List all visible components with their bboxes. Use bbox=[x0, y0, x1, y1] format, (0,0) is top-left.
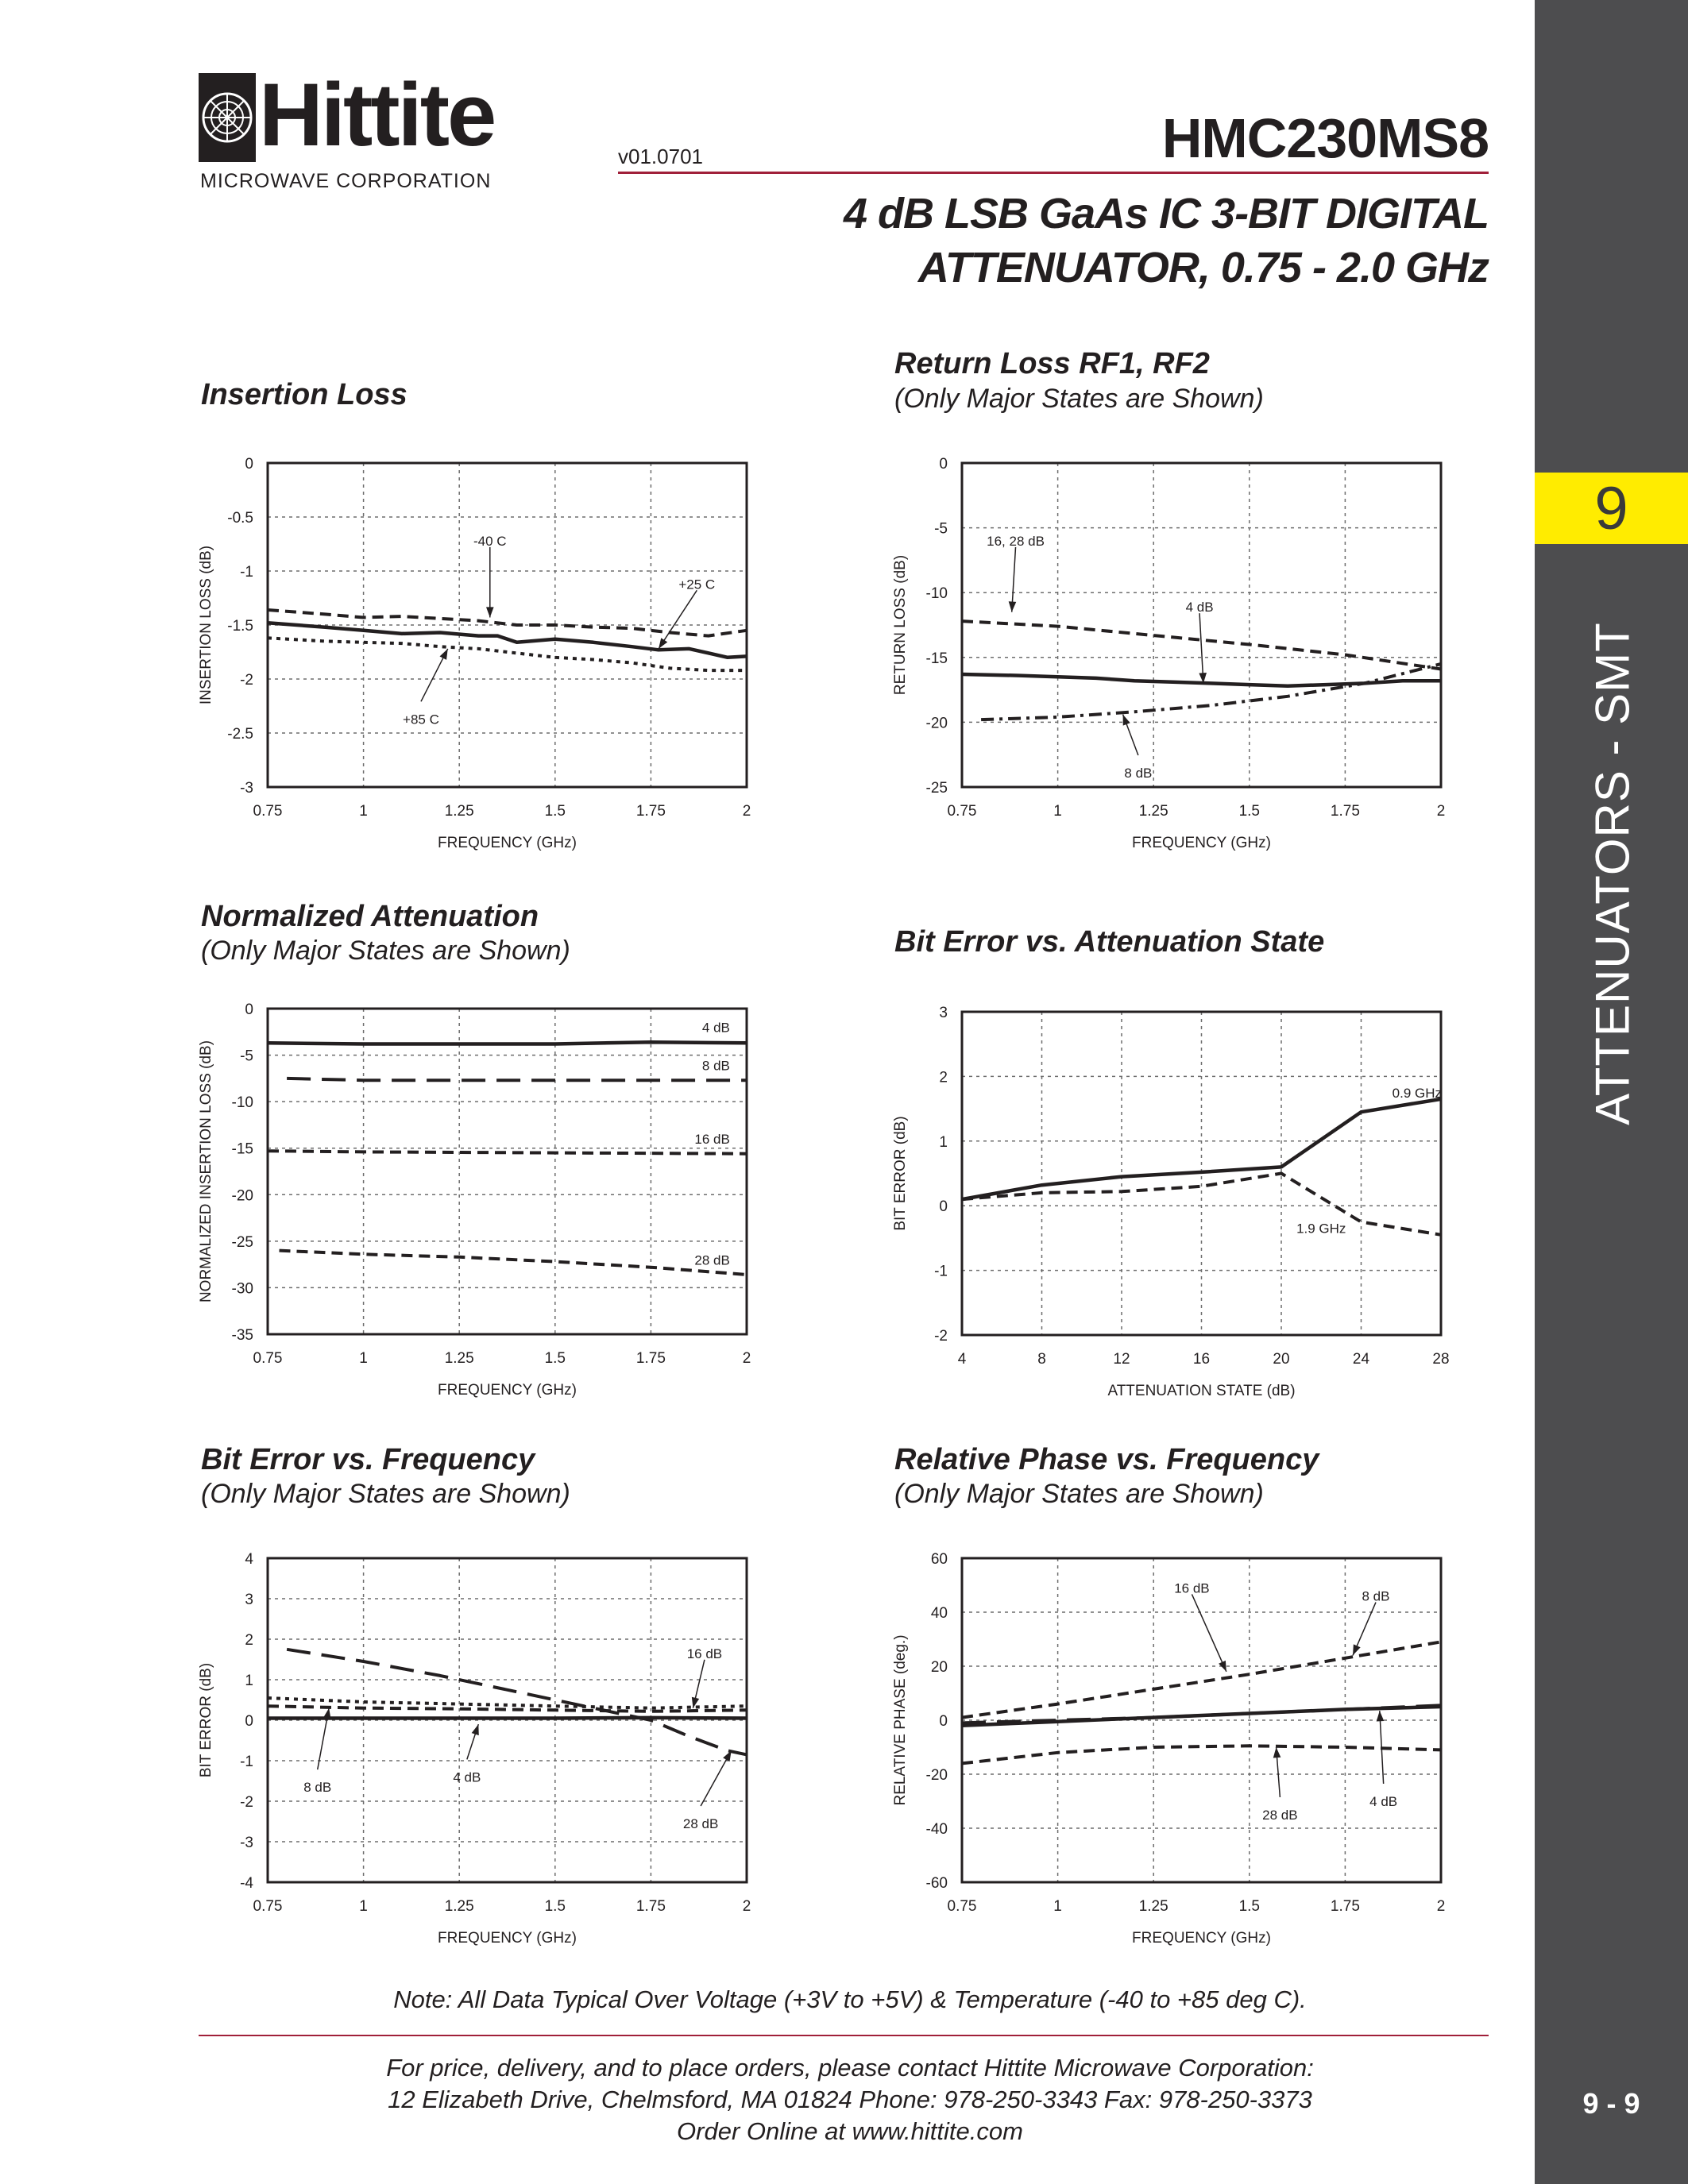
section-label: ATTENUATORS - SMT bbox=[1586, 622, 1640, 1125]
page-number: 9 - 9 bbox=[1582, 2087, 1640, 2120]
y-tick-label: 20 bbox=[930, 1659, 948, 1676]
bit-error-state-title: Bit Error vs. Attenuation State bbox=[894, 925, 1325, 959]
logo-name: Hittite bbox=[259, 65, 495, 164]
grid bbox=[268, 1558, 747, 1882]
annotation-8-db: 8 dB bbox=[1362, 1588, 1390, 1604]
x-tick-label: 2 bbox=[1436, 1898, 1446, 1915]
arrow-head bbox=[1009, 601, 1017, 612]
grid bbox=[268, 1009, 747, 1334]
y-tick-label: 0 bbox=[939, 456, 948, 473]
x-tick-label: 2 bbox=[742, 1350, 751, 1367]
y-tick-label: 0 bbox=[939, 1198, 948, 1216]
normalized-attenuation-chart bbox=[183, 993, 786, 1414]
x-tick-label: 16 bbox=[1192, 1351, 1211, 1368]
annotation-arrow bbox=[701, 1750, 732, 1806]
arrow-head bbox=[472, 1724, 479, 1735]
y-tick-label: -1 bbox=[934, 1263, 948, 1280]
y-tick-label: -3 bbox=[240, 1835, 253, 1851]
annotation-arrow bbox=[1009, 547, 1017, 612]
x-tick-label: 20 bbox=[1273, 1351, 1290, 1368]
x-axis-label: FREQUENCY (GHz) bbox=[438, 1382, 577, 1399]
annotation-4-db: 4 dB bbox=[453, 1769, 481, 1785]
annotation-8-db: 8 dB bbox=[701, 1058, 730, 1074]
x-tick-label: 2 bbox=[742, 803, 751, 820]
y-tick-label: 0 bbox=[939, 1713, 948, 1730]
note: Note: All Data Typical Over Voltage (+3V to +5V) & Temperature (-40 to +85 deg C). bbox=[393, 1985, 1307, 2013]
x-tick-label: 1.5 bbox=[544, 1898, 566, 1915]
arrow-shaft bbox=[659, 590, 697, 649]
annotation-arrow bbox=[1199, 613, 1207, 683]
y-axis-label: NORMALIZED INSERTION LOSS (dB) bbox=[198, 1040, 214, 1303]
x-tick-label: 1.25 bbox=[444, 1898, 474, 1915]
x-tick-label: 0.75 bbox=[947, 1898, 977, 1915]
arrow-head bbox=[323, 1708, 330, 1719]
y-tick-label: -20 bbox=[925, 715, 948, 732]
annotation-arrow bbox=[1273, 1747, 1281, 1797]
series-16-db-line bbox=[962, 1642, 1441, 1717]
x-tick-label: 0.75 bbox=[253, 1898, 283, 1915]
y-tick-label: 3 bbox=[245, 1592, 253, 1608]
annotation-arrow bbox=[467, 1724, 479, 1759]
x-tick-label: 1 bbox=[1053, 1898, 1062, 1915]
series-85-c-line bbox=[268, 638, 747, 670]
y-tick-label: 2 bbox=[245, 1632, 253, 1649]
x-tick-label: 1.25 bbox=[444, 1350, 474, 1367]
section-number-box bbox=[1535, 473, 1688, 544]
part-number: HMC230MS8 bbox=[1161, 107, 1489, 169]
arrow-head bbox=[659, 638, 667, 649]
y-tick-label: 2 bbox=[939, 1069, 948, 1086]
series-28-db-line bbox=[280, 1251, 747, 1275]
arrow-shaft bbox=[1192, 1594, 1226, 1671]
x-tick-label: 0.75 bbox=[253, 1350, 283, 1367]
y-tick-label: -15 bbox=[231, 1140, 253, 1158]
y-tick-label: 4 bbox=[245, 1551, 253, 1568]
y-tick-label: -5 bbox=[934, 520, 948, 538]
relative-phase-chart bbox=[878, 1541, 1481, 1962]
relative-phase-subtitle: (Only Major States are Shown) bbox=[894, 1479, 1264, 1509]
y-tick-label: 0 bbox=[245, 456, 253, 473]
x-axis-label: FREQUENCY (GHz) bbox=[1132, 1930, 1271, 1947]
y-tick-label: -35 bbox=[231, 1327, 253, 1344]
series-16-db-line bbox=[268, 1151, 747, 1154]
y-tick-label: -60 bbox=[925, 1875, 948, 1892]
x-tick-label: 1.25 bbox=[444, 803, 474, 820]
y-tick-label: 1 bbox=[245, 1673, 253, 1689]
y-axis-label: RETURN LOSS (dB) bbox=[892, 554, 909, 696]
x-tick-label: 1.25 bbox=[1138, 1898, 1168, 1915]
y-tick-label: -2.5 bbox=[227, 726, 253, 743]
x-tick-label: 1.5 bbox=[544, 803, 566, 820]
x-tick-label: 4 bbox=[957, 1351, 967, 1368]
normalized-attenuation-subtitle: (Only Major States are Shown) bbox=[201, 936, 570, 966]
annotation-arrow bbox=[1123, 715, 1138, 755]
series-4-db-line bbox=[268, 1042, 747, 1044]
series-28-db-line bbox=[962, 1746, 1441, 1763]
y-tick-label: -4 bbox=[240, 1875, 253, 1892]
x-tick-label: 1.75 bbox=[635, 803, 666, 820]
x-tick-label: 1.75 bbox=[1330, 803, 1360, 820]
insertion-loss-title: Insertion Loss bbox=[201, 378, 408, 411]
bit-error-state-chart bbox=[878, 993, 1481, 1414]
annotation-8-db: 8 dB bbox=[303, 1780, 332, 1796]
arrow-head bbox=[1377, 1711, 1385, 1721]
y-tick-label: 0 bbox=[245, 1001, 253, 1018]
y-tick-label: -10 bbox=[925, 585, 948, 603]
footer-rule bbox=[199, 2035, 1489, 2036]
y-tick-label: -10 bbox=[231, 1094, 253, 1112]
insertion-loss-chart bbox=[183, 445, 786, 866]
annotation-arrow bbox=[1353, 1603, 1376, 1656]
x-tick-label: 2 bbox=[1436, 803, 1446, 820]
plot-frame bbox=[268, 1009, 747, 1334]
x-tick-label: 12 bbox=[1113, 1351, 1130, 1368]
y-tick-label: 60 bbox=[930, 1551, 948, 1568]
x-axis-label: ATTENUATION STATE (dB) bbox=[1107, 1383, 1296, 1399]
header-rule bbox=[618, 172, 1489, 174]
title-line-2: ATTENUATOR, 0.75 - 2.0 GHz bbox=[917, 244, 1489, 291]
x-tick-label: 2 bbox=[742, 1898, 751, 1915]
footer-line-1: For price, delivery, and to place orders, please contact Hittite Microwave Corporation: bbox=[386, 2054, 1314, 2082]
x-tick-label: 0.75 bbox=[253, 803, 283, 820]
y-tick-label: -1.5 bbox=[227, 618, 253, 635]
annotation-16-db: 16 dB bbox=[694, 1132, 730, 1147]
annotation-85-c: +85 C bbox=[403, 712, 439, 727]
x-tick-label: 24 bbox=[1352, 1351, 1370, 1368]
y-tick-label: 40 bbox=[930, 1605, 948, 1622]
x-tick-label: 1 bbox=[1053, 803, 1062, 820]
y-axis-label: BIT ERROR (dB) bbox=[198, 1662, 214, 1778]
version: v01.0701 bbox=[618, 145, 703, 168]
x-tick-label: 1.5 bbox=[1238, 1898, 1261, 1915]
x-tick-label: 28 bbox=[1432, 1351, 1450, 1368]
y-tick-label: 0 bbox=[245, 1713, 253, 1730]
arrow-head bbox=[1123, 715, 1130, 726]
y-tick-label: -15 bbox=[925, 650, 948, 667]
arrow-head bbox=[1273, 1747, 1281, 1758]
arrow-head bbox=[723, 1750, 732, 1761]
x-tick-label: 8 bbox=[1037, 1351, 1046, 1368]
bit-error-freq-subtitle: (Only Major States are Shown) bbox=[201, 1479, 570, 1509]
y-tick-label: -2 bbox=[240, 672, 253, 689]
footer-line-2: 12 Elizabeth Drive, Chelmsford, MA 01824 Phone: 978-250-3343 Fax: 978-250-3373 bbox=[388, 2086, 1312, 2113]
annotation-28-db: 28 dB bbox=[694, 1252, 730, 1268]
x-tick-label: 1.25 bbox=[1138, 803, 1168, 820]
annotation-4-db: 4 dB bbox=[1185, 600, 1214, 615]
title-line-1: 4 dB LSB GaAs IC 3-BIT DIGITAL bbox=[843, 190, 1489, 237]
x-tick-label: 1 bbox=[359, 1350, 368, 1367]
arrow-head bbox=[1353, 1644, 1361, 1655]
y-tick-label: -25 bbox=[231, 1233, 253, 1251]
y-tick-label: -5 bbox=[240, 1048, 253, 1065]
y-tick-label: -20 bbox=[231, 1187, 253, 1205]
y-axis-label: BIT ERROR (dB) bbox=[892, 1116, 909, 1231]
x-tick-label: 0.75 bbox=[947, 803, 977, 820]
y-axis-label: INSERTION LOSS (dB) bbox=[198, 545, 214, 705]
y-tick-label: -40 bbox=[925, 1821, 948, 1838]
series-4-db-line bbox=[268, 1718, 747, 1719]
annotation-25-c: +25 C bbox=[678, 577, 716, 592]
annotation-16-db: 16 dB bbox=[1174, 1580, 1210, 1596]
annotation-40-c: -40 C bbox=[473, 533, 507, 549]
y-tick-label: 3 bbox=[939, 1005, 948, 1021]
annotation-28-db: 28 dB bbox=[682, 1816, 719, 1832]
series-1-9-ghz-line bbox=[962, 1174, 1441, 1235]
annotation-arrow bbox=[1192, 1594, 1226, 1671]
x-tick-label: 1.5 bbox=[544, 1350, 566, 1367]
y-tick-label: -2 bbox=[934, 1328, 948, 1345]
relative-phase-title: Relative Phase vs. Frequency bbox=[894, 1443, 1319, 1476]
bit-error-freq-chart bbox=[183, 1541, 786, 1962]
annotation-4-db: 4 dB bbox=[701, 1020, 730, 1036]
arrow-head bbox=[439, 649, 447, 660]
annotation-16-28-db: 16, 28 dB bbox=[987, 533, 1045, 549]
y-tick-label: -2 bbox=[240, 1794, 253, 1811]
footer-line-3: Order Online at www.hittite.com bbox=[677, 2117, 1023, 2145]
annotation-28-db: 28 dB bbox=[1262, 1808, 1298, 1823]
bit-error-freq-title: Bit Error vs. Frequency bbox=[201, 1443, 535, 1476]
return-loss-title: Return Loss RF1, RF2 bbox=[894, 347, 1210, 380]
series-8-db-line bbox=[268, 1706, 747, 1711]
logo-emblem-icon bbox=[199, 73, 256, 162]
annotation-1-9-ghz: 1.9 GHz bbox=[1296, 1221, 1346, 1237]
y-tick-label: -0.5 bbox=[227, 510, 253, 527]
annotation-arrow bbox=[692, 1660, 705, 1708]
logo-emblem bbox=[199, 73, 256, 162]
y-axis-label: RELATIVE PHASE (deg.) bbox=[892, 1634, 909, 1806]
return-loss-chart bbox=[878, 445, 1481, 866]
x-tick-label: 1.75 bbox=[635, 1898, 666, 1915]
x-tick-label: 1 bbox=[359, 803, 368, 820]
series-8-db-line bbox=[287, 1078, 747, 1080]
y-tick-label: 1 bbox=[939, 1133, 948, 1151]
annotation-0-9-ghz: 0.9 GHz bbox=[1392, 1085, 1443, 1101]
x-tick-label: 1.75 bbox=[1330, 1898, 1360, 1915]
annotation-4-db: 4 dB bbox=[1369, 1794, 1398, 1809]
x-axis-label: FREQUENCY (GHz) bbox=[438, 835, 577, 851]
return-loss-subtitle: (Only Major States are Shown) bbox=[894, 384, 1264, 414]
y-tick-label: -3 bbox=[240, 780, 253, 797]
y-tick-label: -1 bbox=[240, 564, 253, 581]
annotation-8-db: 8 dB bbox=[1124, 766, 1153, 781]
arrow-head bbox=[486, 607, 494, 617]
annotation-16-db: 16 dB bbox=[686, 1646, 723, 1661]
section-number: 9 bbox=[1594, 474, 1628, 542]
series-8-db-line bbox=[981, 664, 1441, 720]
x-tick-label: 1 bbox=[359, 1898, 368, 1915]
logo-subtitle: MICROWAVE CORPORATION bbox=[200, 170, 492, 192]
normalized-attenuation-title: Normalized Attenuation bbox=[201, 900, 539, 933]
y-tick-label: -30 bbox=[231, 1280, 253, 1298]
x-axis-label: FREQUENCY (GHz) bbox=[1132, 835, 1271, 851]
x-axis-label: FREQUENCY (GHz) bbox=[438, 1930, 577, 1947]
annotation-arrow bbox=[486, 547, 494, 618]
annotation-arrow bbox=[659, 590, 697, 649]
x-tick-label: 1.75 bbox=[635, 1350, 666, 1367]
arrow-shaft bbox=[1199, 613, 1203, 683]
y-tick-label: -20 bbox=[925, 1767, 948, 1784]
y-tick-label: -25 bbox=[925, 780, 948, 797]
y-tick-label: -1 bbox=[240, 1754, 253, 1770]
annotation-arrow bbox=[421, 649, 448, 701]
x-tick-label: 1.5 bbox=[1238, 803, 1261, 820]
